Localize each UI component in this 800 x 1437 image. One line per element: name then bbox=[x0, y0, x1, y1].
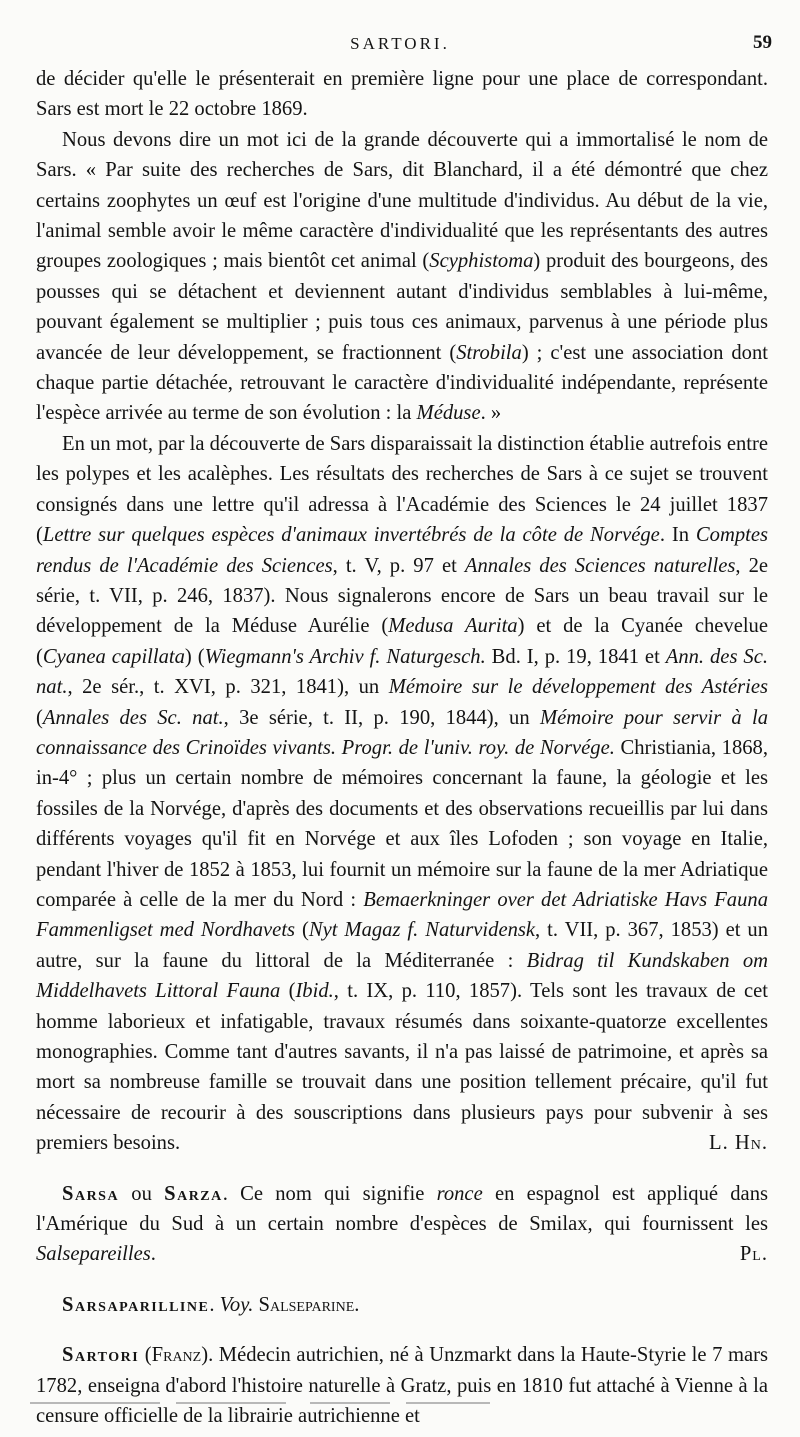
rule-mark bbox=[406, 1402, 490, 1404]
entry-sarsaparilline: Sarsaparilline. Voy. Salseparine. bbox=[62, 1293, 360, 1316]
given-name: Franz bbox=[151, 1344, 202, 1367]
bottom-rule-marks bbox=[30, 1402, 770, 1408]
rule-mark bbox=[176, 1402, 286, 1404]
running-head bbox=[0, 34, 800, 60]
cross-reference-marker: Voy. bbox=[219, 1293, 254, 1316]
rule-mark bbox=[30, 1402, 160, 1404]
article-body bbox=[36, 64, 768, 1431]
page-number: 59 bbox=[753, 32, 772, 53]
headword-sartori: Sartori bbox=[62, 1344, 140, 1367]
headword-sarsa: Sarsa bbox=[62, 1182, 120, 1205]
cross-reference-target: Salseparine bbox=[258, 1293, 355, 1316]
author-signature: L. Hn. bbox=[708, 1132, 768, 1155]
paragraph-sars-works: En un mot, par la découverte de Sars disparaissait la distinction établie autrefois entre les polypes et les acalèphes. Les résultats des recherches de Sars à ce sujet se trouvent consignés dans une lettre qu'il adressa à l'Académie des Sciences le 24 juillet 1837 (Lettre sur quelques espèces d'animaux invertébrés de la côte de Norvége. In Comptes rendus de l'Académie des Sciences, t. V, p. 97 et Annales des Sciences naturelles, 2e série, t. VII, p. 246, 1837). Nous signalerons encore de Sars un beau travail sur le développement de la Méduse Aurélie (Medusa Aurita) et de la Cyanée chevelue (Cyanea capillata) (Wiegmann's Archiv f. Naturgesch. Bd. I, p. 19, 1841 et Ann. des Sc. nat., 2e sér., t. XVI, p. 321, 1841), un Mémoire sur le développement des Astéries (Annales des Sc. nat., 3e série, t. II, p. 190, 1844), un Mémoire pour servir à la connaissance des Crinoïdes vivants. Progr. de l'univ. roy. de Norvége. Christiania, 1868, in-4° ; plus un certain nombre de mémoires concernant la faune, la géologie et les fossiles de la Norvége, d'après des documents et des observations recueillis par lui dans différents voyages qu'il fit en Norvége et aux îles Lofoden ; son voyage en Italie, pendant l'hiver de 1852 à 1853, lui fournit un mémoire sur la faune de la mer Adriatique comparée à celle de la mer du Nord : Bemaerkninger over det Adriatiske Havs Fauna Fammenligset med Nordhavets (Nyt Magaz f. Naturvidensk, t. VII, p. 367, 1853) et un autre, sur la faune du littoral de la Méditerranée : Bidrag til Kundskaben om Middelhavets Littoral Fauna (Ibid., t. IX, p. 110, 1857). Tels sont les travaux de cet homme laborieux et infatigable, travaux résumés dans soixante-quatorze excellentes monographies. Comme tant d'autres savants, il n'a pas laissé de patrimoine, et après sa mort sa nombreuse famille se trouvait dans une position tellement précaire, qu'il fut nécessaire de recourir à des souscriptions dans plusieurs pays pour subvenir à ses premiers besoins. L. Hn. bbox=[36, 429, 768, 1159]
headword-sarza: Sarza bbox=[164, 1182, 223, 1205]
running-title: SARTORI. bbox=[350, 34, 450, 53]
rule-mark bbox=[310, 1402, 390, 1404]
paragraph-sars-discovery: Nous devons dire un mot ici de la grande découverte qui a immortalisé le nom de Sars. « Par suite des recherches de Sars, dit Blanchard, il a été démontré que chez certains zoophytes un œuf est l'origine d'une multitude d'individus. Au début de la vie, l'animal semble avoir le même caractère d'individualité que les représentants des autres groupes zoologiques ; mais bientôt cet animal (Scyphistoma) produit des bourgeons, des pousses qui se détachent et deviennent autant d'individus semblables à lui-même, pouvant également se multiplier ; puis tous ces animaux, parvenus à une période plus avancée de leur développement, se fractionnent (Strobila) ; c'est une association dont chaque partie détachée, retrouvant le caractère d'individualité indépendante, représente l'espèce arrivée au terme de son évolution : la Méduse. » bbox=[36, 128, 768, 425]
paragraph-sars-death: de décider qu'elle le présenterait en première ligne pour une place de correspondant. Sars est mort le 22 octobre 1869. bbox=[36, 68, 768, 121]
headword-sarsaparilline: Sarsaparilline bbox=[62, 1293, 210, 1316]
entry-sarsa: Sarsa ou Sarza. Ce nom qui signifie ronce en espagnol est appliqué dans l'Amérique du Sud à un certain nombre d'espèces de Smilax, qui fournissent les Salsepareilles. Pl. bbox=[36, 1179, 768, 1270]
author-signature: Pl. bbox=[739, 1243, 768, 1266]
entry-sartori: Sartori (Franz). Médecin autrichien, né à Unzmarkt dans la Haute-Styrie le 7 mars 1782, enseigna d'abord l'histoire naturelle à Gratz, puis en 1810 fut attaché à Vienne à la censure officielle de la librairie autrichienne et bbox=[36, 1344, 768, 1428]
